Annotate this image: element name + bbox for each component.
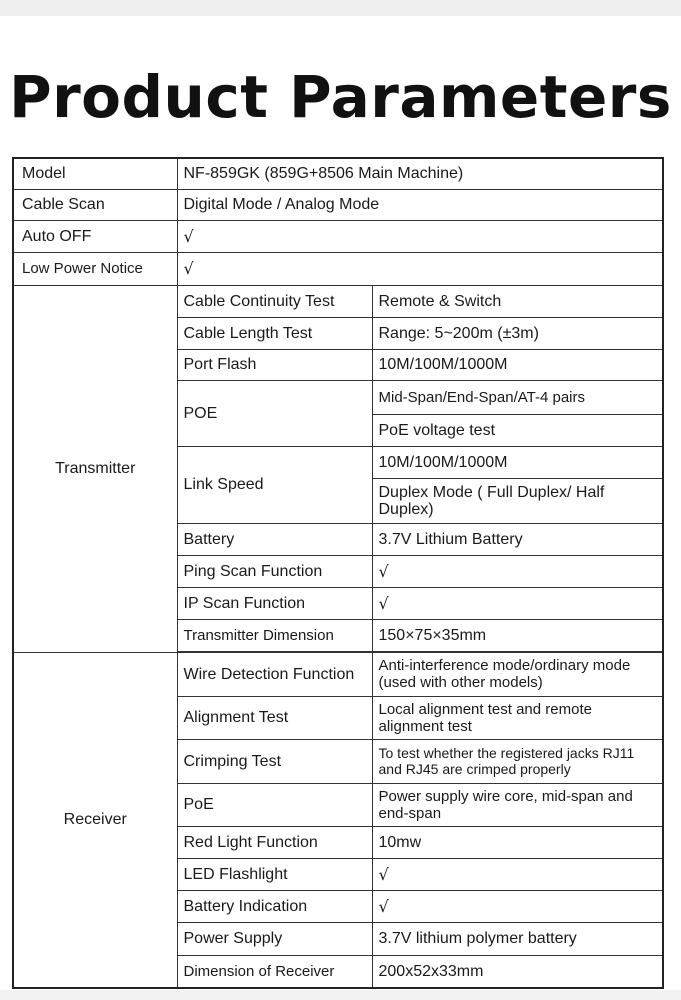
param-label: Wire Detection Function [177, 652, 372, 696]
param-value: 150×75×35mm [372, 619, 663, 651]
table-row [13, 652, 663, 696]
param-value: 10M/100M/1000M [372, 446, 663, 478]
param-value: Range: 5~200m (±3m) [372, 317, 663, 349]
param-label: IP Scan Function [177, 587, 372, 619]
param-label: Low Power Notice [13, 252, 177, 285]
param-label: Alignment Test [177, 696, 372, 739]
param-label: Transmitter Dimension [177, 619, 372, 651]
param-label: Battery Indication [177, 890, 372, 922]
param-value: Local alignment test and remote alignment test [372, 696, 663, 739]
param-value: To test whether the registered jacks RJ11 and RJ45 are crimped properly [372, 739, 663, 783]
param-label: Auto OFF [13, 220, 177, 252]
section-receiver: Receiver [13, 652, 177, 988]
check-mark: √ [372, 858, 663, 890]
param-label: Cable Length Test [177, 317, 372, 349]
check-mark: √ [177, 252, 663, 285]
table-row [13, 285, 663, 317]
table-row-cable-scan [13, 189, 663, 220]
check-mark: √ [372, 890, 663, 922]
param-value: 10M/100M/1000M [372, 349, 663, 380]
param-label: Red Light Function [177, 826, 372, 858]
param-label: Link Speed [177, 446, 372, 523]
param-label: Ping Scan Function [177, 555, 372, 587]
param-label: Crimping Test [177, 739, 372, 783]
param-label: PoE [177, 783, 372, 826]
param-label: Cable Continuity Test [177, 285, 372, 317]
param-label: LED Flashlight [177, 858, 372, 890]
param-value: Duplex Mode ( Full Duplex/ Half Duplex) [372, 478, 663, 523]
param-value: NF-859GK (859G+8506 Main Machine) [177, 158, 663, 189]
param-value: Remote & Switch [372, 285, 663, 317]
page-title: Product Parameters [9, 63, 672, 131]
param-value: 10mw [372, 826, 663, 858]
bottom-strip [0, 990, 681, 1000]
param-label: Model [13, 158, 177, 189]
param-value: Power supply wire core, mid-span and end-span [372, 783, 663, 826]
param-value: 200x52x33mm [372, 955, 663, 988]
param-label: Cable Scan [13, 189, 177, 220]
param-label: POE [177, 380, 372, 446]
param-value: Mid-Span/End-Span/AT-4 pairs [372, 380, 663, 414]
param-value: 3.7V Lithium Battery [372, 523, 663, 555]
param-label: Dimension of Receiver [177, 955, 372, 988]
parameters-table [12, 157, 664, 989]
top-strip [0, 0, 681, 16]
param-value: 3.7V lithium polymer battery [372, 922, 663, 955]
param-value: Anti-interference mode/ordinary mode (used with other models) [372, 652, 663, 696]
param-value: PoE voltage test [372, 414, 663, 446]
param-value: Digital Mode / Analog Mode [177, 189, 663, 220]
param-label: Port Flash [177, 349, 372, 380]
table-row-low-power [13, 252, 663, 285]
table-row-model [13, 158, 663, 189]
param-label: Power Supply [177, 922, 372, 955]
table-row-auto-off [13, 220, 663, 252]
check-mark: √ [372, 587, 663, 619]
check-mark: √ [177, 220, 663, 252]
param-label: Battery [177, 523, 372, 555]
section-transmitter: Transmitter [13, 285, 177, 652]
check-mark: √ [372, 555, 663, 587]
